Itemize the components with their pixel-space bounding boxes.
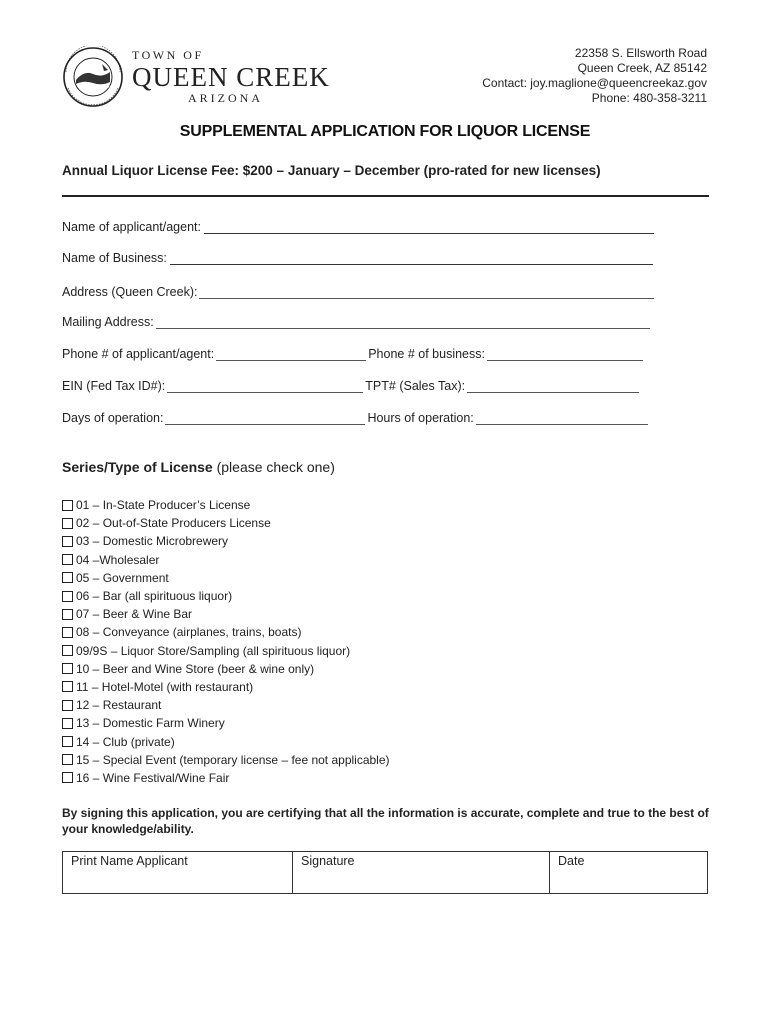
logo-town-of: TOWN OF [132, 48, 204, 62]
license-option-label: 04 –Wholesaler [76, 552, 160, 567]
date-label: Date [558, 854, 585, 868]
checkbox[interactable] [62, 554, 73, 565]
license-option[interactable] [62, 751, 390, 769]
label-business-name: Name of Business: [62, 251, 167, 265]
town-logo [62, 46, 342, 110]
date-cell[interactable] [550, 852, 708, 894]
field-operation[interactable] [62, 409, 650, 425]
input-line-phone-business[interactable] [487, 348, 643, 361]
license-option[interactable] [62, 587, 390, 605]
license-option[interactable] [62, 569, 390, 587]
license-option-label: 15 – Special Event (temporary license – fee not applicable) [76, 752, 390, 767]
contact-address [482, 46, 707, 106]
license-option[interactable] [62, 605, 390, 623]
license-option[interactable] [62, 514, 390, 532]
license-option-label: 13 – Domestic Farm Winery [76, 716, 225, 731]
license-option-label: 12 – Restaurant [76, 698, 162, 713]
input-line-days[interactable] [165, 412, 365, 425]
signature-label: Signature [301, 854, 355, 868]
checkbox[interactable] [62, 645, 73, 656]
checkbox[interactable] [62, 681, 73, 692]
input-line-hours[interactable] [476, 412, 648, 425]
certification-statement: By signing this application, you are certifying that all the information is accurate, complete and true to the best of your knowledge/ability. [62, 806, 709, 836]
checkbox[interactable] [62, 772, 73, 783]
label-ein: EIN (Fed Tax ID#): [62, 379, 166, 393]
license-option[interactable] [62, 678, 390, 696]
label-days: Days of operation: [62, 411, 164, 425]
license-section-heading [62, 459, 335, 475]
label-phone-applicant: Phone # of applicant/agent: [62, 347, 215, 361]
license-option-label: 11 – Hotel-Motel (with restaurant) [76, 679, 254, 694]
header-divider [62, 195, 709, 197]
checkbox[interactable] [62, 591, 73, 602]
license-heading-text: Series/Type of License [62, 459, 213, 475]
checkbox[interactable] [62, 736, 73, 747]
logo-town-name: QUEEN CREEK [132, 62, 330, 92]
license-option-label: 08 – Conveyance (airplanes, trains, boats) [76, 625, 302, 640]
checkbox[interactable] [62, 572, 73, 583]
input-line-address[interactable] [199, 286, 654, 299]
field-tax-ids[interactable] [62, 377, 641, 393]
label-applicant-name: Name of applicant/agent: [62, 220, 201, 234]
address-line-city: Queen Creek, AZ 85142 [577, 61, 707, 75]
label-mailing-address: Mailing Address: [62, 315, 154, 329]
checkbox[interactable] [62, 518, 73, 529]
checkbox[interactable] [62, 609, 73, 620]
label-hours: Hours of operation: [367, 411, 474, 425]
license-option[interactable] [62, 532, 390, 550]
print-name-cell[interactable] [63, 852, 293, 894]
license-option-label: 02 – Out-of-State Producers License [76, 516, 271, 531]
license-checklist [62, 496, 390, 787]
field-address[interactable] [62, 283, 656, 299]
license-option-label: 07 – Beer & Wine Bar [76, 607, 193, 622]
label-address: Address (Queen Creek): [62, 285, 198, 299]
license-option[interactable] [62, 696, 390, 714]
label-tpt: TPT# (Sales Tax): [365, 379, 466, 393]
address-line-contact: Contact: joy.maglione@queencreekaz.gov [482, 76, 707, 90]
label-phone-business: Phone # of business: [368, 347, 485, 361]
fee-subtitle: Annual Liquor License Fee: $200 – January – December (pro-rated for new licenses) [62, 163, 601, 178]
license-heading-hint: (please check one) [216, 459, 335, 475]
license-option-label: 14 – Club (private) [76, 734, 175, 749]
license-option[interactable] [62, 769, 390, 787]
field-applicant-name[interactable] [62, 218, 654, 234]
input-line-phone-applicant[interactable] [216, 348, 366, 361]
license-option[interactable] [62, 732, 390, 750]
checkbox[interactable] [62, 627, 73, 638]
license-option[interactable] [62, 496, 390, 514]
license-option[interactable] [62, 551, 390, 569]
signature-table [62, 851, 708, 894]
field-mailing-address[interactable] [62, 313, 652, 329]
input-line-applicant-name[interactable] [204, 221, 654, 234]
license-option-label: 03 – Domestic Microbrewery [76, 534, 229, 549]
address-line-phone: Phone: 480-358-3211 [591, 91, 707, 105]
address-line-street: 22358 S. Ellsworth Road [574, 46, 707, 60]
town-seal-icon [62, 46, 124, 108]
license-option-label: 06 – Bar (all spirituous liquor) [76, 589, 233, 604]
input-line-tpt[interactable] [467, 380, 639, 393]
input-line-ein[interactable] [167, 380, 363, 393]
license-option-label: 16 – Wine Festival/Wine Fair [76, 770, 230, 785]
license-option[interactable] [62, 714, 390, 732]
checkbox[interactable] [62, 536, 73, 547]
page-title: SUPPLEMENTAL APPLICATION FOR LIQUOR LICENSE [179, 123, 591, 140]
license-option[interactable] [62, 623, 390, 641]
license-option[interactable] [62, 660, 390, 678]
checkbox[interactable] [62, 754, 73, 765]
license-option[interactable] [62, 642, 390, 660]
logo-state: ARIZONA [188, 91, 263, 105]
print-name-label: Print Name Applicant [71, 854, 188, 868]
license-option-label: 10 – Beer and Wine Store (beer & wine only) [76, 661, 315, 676]
license-option-label: 05 – Government [76, 570, 169, 585]
license-option-label: 09/9S – Liquor Store/Sampling (all spirituous liquor) [76, 643, 351, 658]
license-option-label: 01 – In-State Producer’s License [76, 498, 251, 513]
checkbox[interactable] [62, 718, 73, 729]
field-business-name[interactable] [62, 249, 653, 265]
field-phones[interactable] [62, 345, 645, 361]
logo-wordmark [132, 48, 330, 106]
input-line-mailing-address[interactable] [156, 316, 650, 329]
checkbox[interactable] [62, 663, 73, 674]
checkbox[interactable] [62, 500, 73, 511]
checkbox[interactable] [62, 700, 73, 711]
signature-cell[interactable] [293, 852, 550, 894]
input-line-business-name[interactable] [170, 252, 653, 265]
